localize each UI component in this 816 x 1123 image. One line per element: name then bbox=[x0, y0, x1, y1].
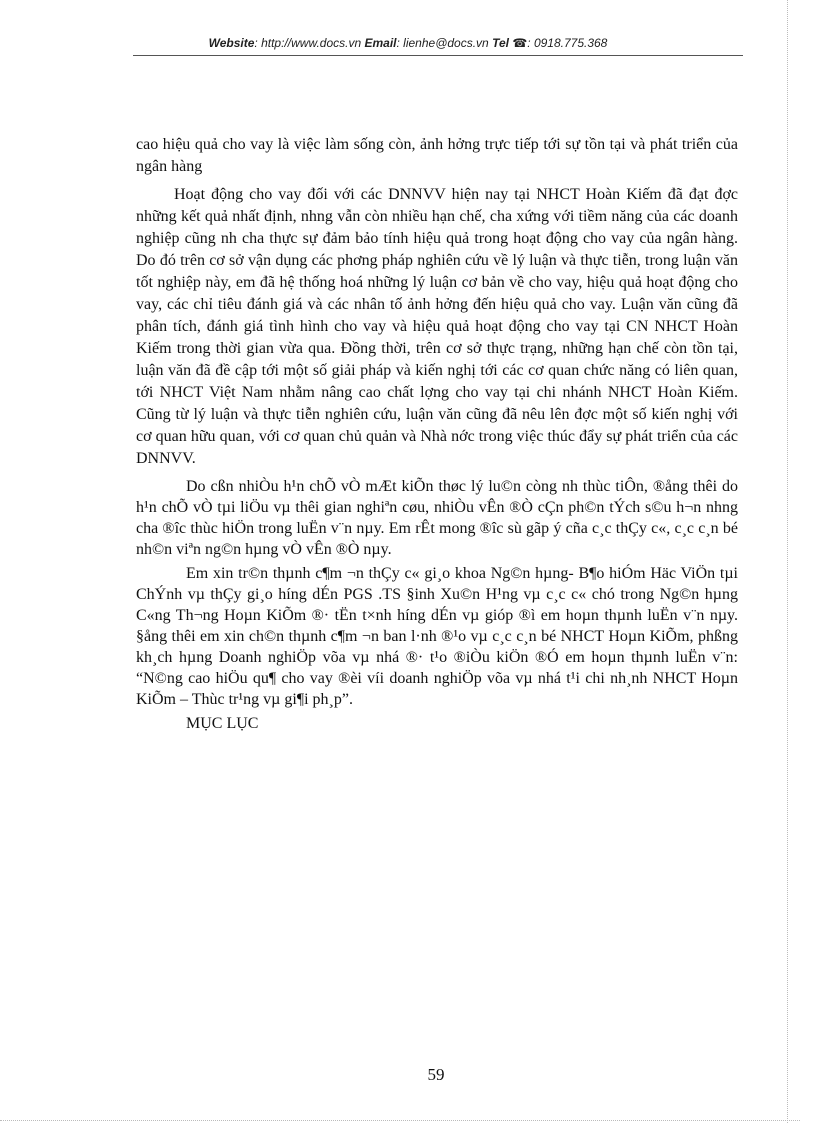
page-header bbox=[0, 36, 816, 50]
toc-heading: MỤC LỤC bbox=[186, 715, 259, 732]
phone-icon: ☎ bbox=[512, 36, 528, 50]
paragraph-limitations: Do cßn nhiÒu h¹n chÕ vÒ mÆt kiÕn thøc lý lu©n còng nh thùc tiÔn, ®ång thêi do h¹n chÕ vÒ tµi liÖu vµ thêi gian nghiªn cøu, nhiÒu vÊn ®Ò cÇn ph©n tÝch s©u h¬n nhng cha ®îc thùc hiÖn trong luËn v¨n nµy. Em rÊt mong ®îc sù gãp ý cña c¸c thÇy c«, c¸c c¸n bé nh©n viªn ng©n hµng vÒ vÊn ®Ò nµy. bbox=[136, 478, 738, 558]
email-label: Email bbox=[364, 36, 397, 50]
paragraph-acknowledgements: Em xin tr©n thµnh c¶m ¬n thÇy c« gi¸o khoa Ng©n hµng- B¶o hiÓm Häc ViÖn tµi ChÝnh vµ thÇy gi¸o híng dÉn PGS .TS §inh Xu©n H¹ng vµ c¸c c« chó trong Ng©n hµng C«ng Th¬ng Hoµn KiÕm ®· tËn t×nh híng dÉn vµ gióp ®ì em hoµn thµnh luËn v¨n nµy. §ång thêi em xin ch©n thµnh c¶m ¬n ban l·nh ®¹o vµ c¸c c¸n bé NHCT Hoµn KiÕm, phßng kh¸ch hµng Doanh nghiÖp võa vµ nhá ®· t¹o ®iÒu kiÖn ®Ó em hoµn thµnh luËn v¨n: “N©ng cao hiÖu qu¶ cho vay ®èi víi doanh nghiÖp võa vµ nhá t¹i chi nh¸nh NHCT Hoµn KiÕm – Thùc tr¹ng vµ gi¶i ph¸p”. bbox=[136, 565, 738, 708]
page-edge-right bbox=[787, 0, 788, 1123]
page-edge-bottom bbox=[0, 1120, 800, 1121]
email-value: : lienhe@docs.vn bbox=[396, 36, 489, 50]
header-divider bbox=[133, 55, 743, 56]
website-value: : http://www.docs.vn bbox=[254, 36, 362, 50]
tel-label: Tel bbox=[492, 36, 509, 50]
website-label: Website bbox=[208, 36, 255, 50]
page-number: 59 bbox=[427, 1065, 445, 1084]
document-body bbox=[136, 134, 738, 741]
paragraph-intro-continued: cao hiệu quả cho vay là việc làm sống còn, ảnh hởng trực tiếp tới sự tồn tại và phát triển của ngân hàng bbox=[136, 136, 738, 175]
paragraph-summary: Hoạt động cho vay đối với các DNNVV hiện nay tại NHCT Hoàn Kiếm đã đạt đợc những kết quả nhất định, nhng vẫn còn nhiều hạn chế, cha xứng với tiềm năng của các doanh nghiệp cũng nh cha thực sự đảm bảo tính hiệu quả trong hoạt động cho vay của ngân hàng. Do đó trên cơ sở vận dụng các phơng pháp nghiên cứu về lý luận và thực tiễn, trong luận văn tốt nghiệp này, em đã hệ thống hoá những lý luận cơ bản về cho vay, hiệu quả hoạt động cho vay, các chỉ tiêu đánh giá và các nhân tố ảnh hởng đến hiệu quả cho vay. Luận văn cũng đã phân tích, đánh giá tình hình cho vay và hiệu quả hoạt động cho vay tại CN NHCT Hoàn Kiếm trong thời gian vừa qua. Đồng thời, trên cơ sở thực trạng, những hạn chế còn tồn tại, luận văn đã đề cập tới một số giải pháp và kiến nghị tới các cơ quan chức năng có liên quan, tới NHCT Việt Nam nhằm nâng cao chất lợng cho vay tại chi nhánh NHCT Hoàn Kiếm. Cũng từ lý luận và thực tiễn nghiên cứu, luận văn cũng đã nêu lên đợc một số kiến nghị với cơ quan hữu quan, với cơ quan chủ quản và Nhà nớc trong việc thúc đẩy sự phát triển của các DNNVV. bbox=[136, 186, 738, 467]
tel-value: : 0918.775.368 bbox=[527, 36, 608, 50]
